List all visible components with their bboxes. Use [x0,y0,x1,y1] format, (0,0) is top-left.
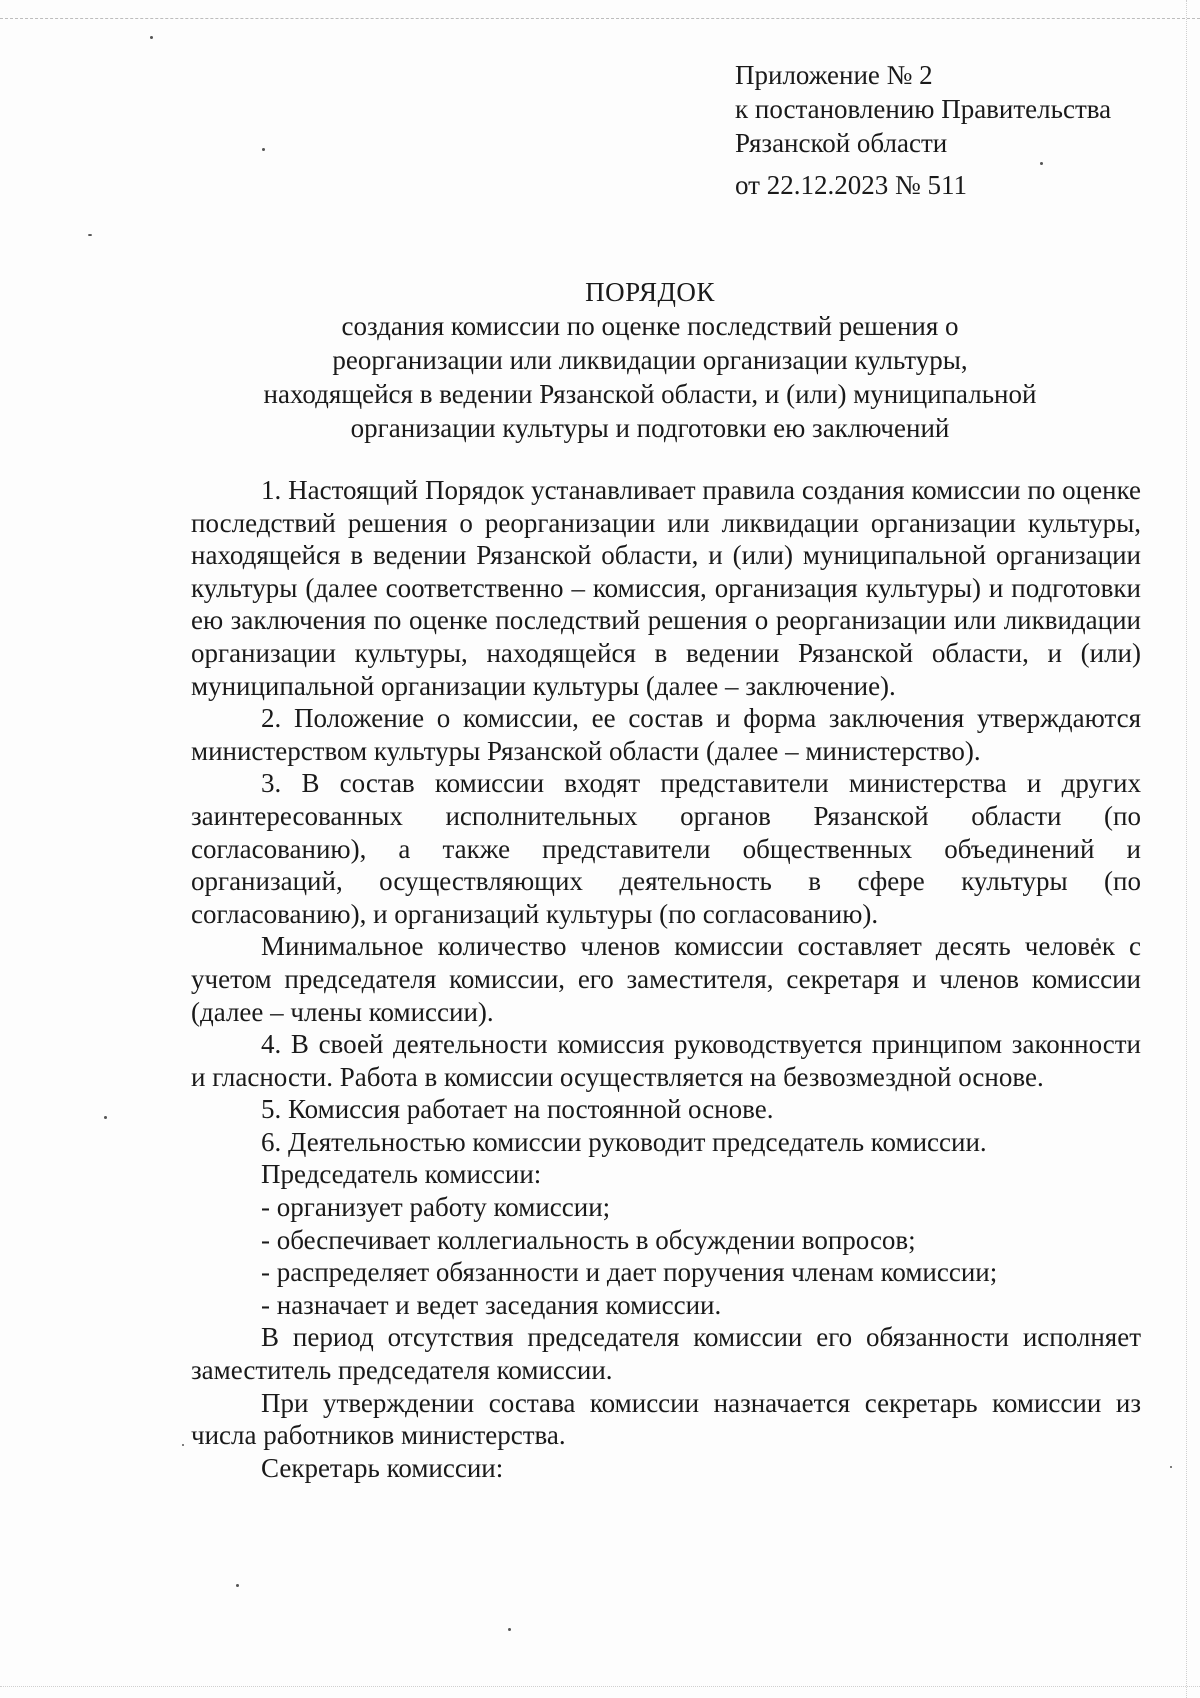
paragraph-3-min-members: Минимальное количество членов комиссии составляет десять человек с учетом председателя комиссии, его заместителя, секретаря и членов комиссии (далее – члены комиссии). [191,931,1141,1027]
list-item: - назначает и ведет заседания комиссии. [261,1289,722,1320]
list-item: - обеспечивает коллегиальность в обсуждении вопросов; [261,1224,916,1255]
appendix-date: от 22.12.2023 № 511 [735,170,967,200]
paragraph-1: 1. Настоящий Порядок устанавливает правила создания комиссии по оценке последствий решения о реорганизации или ликвидации организации культуры, находящейся в ведении Рязанской области, и (или) муниципальной организации культуры (далее соответственно – комиссия, организация культуры) и подготовки ею заключения по оценке последствий решения о реорганизации или ликвидации организации культуры, находящейся в ведении Рязанской области, и (или) муниципальной организации культуры (далее – заключение). [191,475,1141,701]
title-subtitle-line: создания комиссии по оценке последствий решения о [341,311,959,341]
title-heading: ПОРЯДОК [585,277,715,307]
scan-speck [88,234,92,236]
paragraph-chairman-absence: В период отсутствия председателя комиссии его обязанности исполняет заместитель председателя комиссии. [191,1322,1141,1386]
appendix-block [735,58,1111,202]
scan-border-bottom [0,1686,1200,1687]
secretary-duties-heading: Секретарь комиссии: [261,1452,504,1483]
scan-speck [1170,1466,1172,1468]
scan-speck [104,1116,107,1119]
chairman-duties-heading: Председатель комиссии: [261,1159,542,1190]
paragraph-secretary-appointment: При утверждении состава комиссии назначается секретарь комиссии из числа работников министерства. [191,1387,1141,1451]
paragraph-4: 4. В своей деятельности комиссия руководствуется принципом законности и гласности. Работа в комиссии осуществляется на безвозмездной основе. [191,1029,1141,1092]
document-title [180,275,1120,445]
title-subtitle-line: реорганизации или ликвидации организации культуры, [332,345,968,375]
scan-speck [182,1444,184,1446]
scan-border-right [1186,0,1187,1698]
title-subtitle-line: организации культуры и подготовки ею заключений [350,413,950,443]
document-body [191,474,1141,1484]
scan-speck [150,36,153,39]
appendix-region: Рязанской области [735,128,948,158]
paragraph-3: 3. В состав комиссии входят представители министерства и других заинтересованных исполнительных органов Рязанской области (по согласованию), а также представители общественных объединений и организаций, осуществляющих деятельность в сфере культуры (по согласованию), и организаций культуры (по согласованию). [191,768,1141,929]
paragraph-2: 2. Положение о комиссии, ее состав и форма заключения утверждаются министерством культуры Рязанской области (далее – министерство). [191,703,1141,766]
scan-border-top [0,18,1200,19]
paragraph-5: 5. Комиссия работает на постоянной основе. [261,1094,774,1125]
title-subtitle-line: находящейся в ведении Рязанской области, и (или) муниципальной [263,379,1037,409]
list-item: - организует работу комиссии; [261,1192,611,1223]
appendix-resolution: к постановлению Правительства [735,94,1112,124]
list-item: - распределяет обязанности и дает поручения членам комиссии; [261,1257,998,1288]
scan-speck [262,148,265,151]
appendix-number: Приложение № 2 [735,60,933,90]
scan-speck [508,1628,511,1631]
scan-speck [236,1584,239,1587]
paragraph-6: 6. Деятельностью комиссии руководит председатель комиссии. [261,1126,987,1157]
